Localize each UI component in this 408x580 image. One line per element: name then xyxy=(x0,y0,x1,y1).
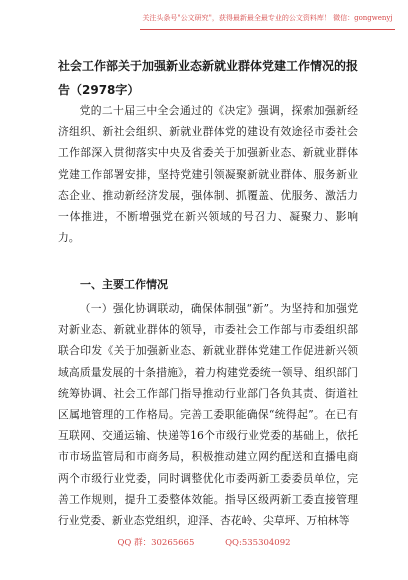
document-title: 社会工作部关于加强新业态新就业群体党建工作情况的报告（2978字） xyxy=(58,59,359,97)
promo-header: 关注头条号"公文研究"，获得最新最全最专业的公文资料库！ 微信：gongwenyj xyxy=(140,7,395,30)
qq-group: QQ 群：30265665 xyxy=(117,538,195,548)
section-paragraph: （一）强化协调联动，确保体制强“新”。为坚持和加强党对新业态、新就业群体的领导，市委社会工作部与市委组织部联合印发《关于加强新业态、新就业群体党建工作促进新兴领域高质量发展的十条措施》，着力构建党委统一领导、组织部门统筹协调、社会工作部门指导推动行业部门各负其责、街道社区属地管理的工作格局。完善工委职能确保“统得起”。在已有互联网、交通运输、快递等16个市级行业党委的基础上，依托市市场监管局和市商务局，积极推动建立网约配送和直播电商两个市级行业党委，同时调整优化市委两新工委委员单位，完善工作规则，提升工委整体效能。指导区级两新工委直接管理行业党委、新业态党组织，迎泽、杏花岭、尖草坪、万柏林等 xyxy=(58,302,358,528)
qq-number: QQ:535304092 xyxy=(225,538,291,548)
contact-footer xyxy=(0,536,408,548)
intro-paragraph: 党的二十届三中全会通过的《决定》强调，探索加强新经济组织、新社会组织、新就业群体党的建设有效途径市委社会工作部深入贯彻落实中央及省委关于加强新业态、新就业群体党建工作部署安排，坚持党建引领凝聚新就业群体、服务新业态企业、推动新经济发展，强体制、抓覆盖、优服务、激活力一体推进，不断增强党在新兴领域的号召力、凝聚力、影响力。 xyxy=(58,104,358,245)
section-heading: 一、主要工作情况 xyxy=(80,278,168,291)
